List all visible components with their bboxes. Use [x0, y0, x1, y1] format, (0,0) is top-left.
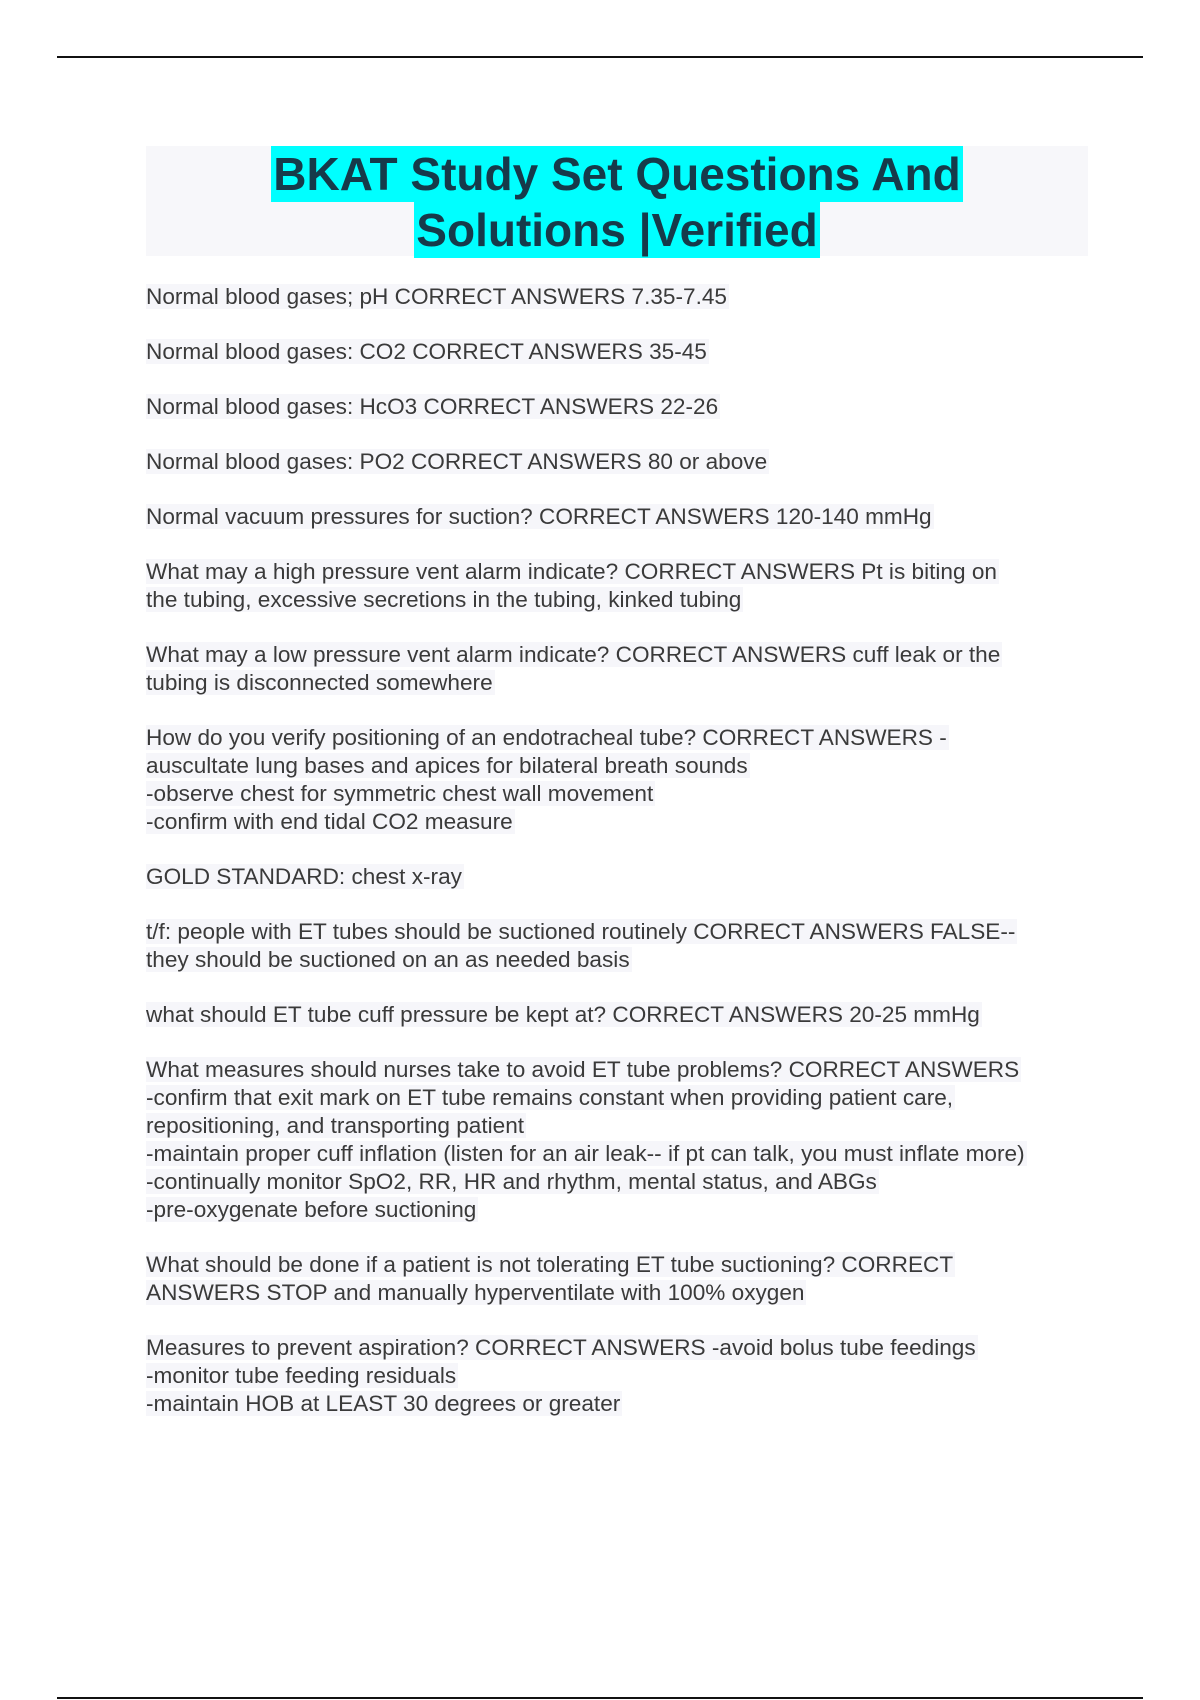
title-line-1: BKAT Study Set Questions And — [273, 148, 961, 200]
qa-line-text: -monitor tube feeding residuals — [146, 1363, 457, 1388]
qa-line-text: t/f: people with ET tubes should be suctioned routinely CORRECT ANSWERS FALSE-- — [146, 919, 1016, 944]
qa-line — [146, 808, 1106, 836]
qa-line — [146, 586, 1106, 614]
qa-line-text: the tubing, excessive secretions in the tubing, kinked tubing — [146, 587, 742, 612]
qa-line — [146, 752, 1106, 780]
qa-line-text: GOLD STANDARD: chest x-ray — [146, 864, 462, 889]
qa-line — [146, 918, 1106, 946]
qa-line — [146, 448, 1106, 476]
qa-list — [146, 283, 1106, 1445]
qa-item — [146, 393, 1106, 421]
qa-line — [146, 1140, 1106, 1168]
qa-line-text: -confirm that exit mark on ET tube remains constant when providing patient care, — [146, 1085, 954, 1110]
qa-line-text: Normal blood gases: HcO3 CORRECT ANSWERS 22-26 — [146, 394, 719, 419]
qa-line — [146, 946, 1106, 974]
qa-item — [146, 724, 1106, 836]
qa-line-text: auscultate lung bases and apices for bilateral breath sounds — [146, 753, 748, 778]
qa-line — [146, 393, 1106, 421]
qa-item — [146, 641, 1106, 697]
qa-line — [146, 338, 1106, 366]
qa-line-text: -maintain HOB at LEAST 30 degrees or greater — [146, 1391, 621, 1416]
qa-line — [146, 1334, 1106, 1362]
qa-line — [146, 1168, 1106, 1196]
qa-item — [146, 338, 1106, 366]
qa-line-text: Normal blood gases; pH CORRECT ANSWERS 7.35-7.45 — [146, 284, 727, 309]
qa-line — [146, 641, 1106, 669]
qa-line-text: Normal blood gases: CO2 CORRECT ANSWERS 35-45 — [146, 339, 707, 364]
document-title — [146, 146, 1088, 256]
qa-line-text: Measures to prevent aspiration? CORRECT ANSWERS -avoid bolus tube feedings — [146, 1335, 976, 1360]
qa-item — [146, 558, 1106, 614]
qa-item — [146, 863, 1106, 891]
qa-item — [146, 918, 1106, 974]
title-line-2: Solutions |Verified — [416, 204, 818, 256]
qa-line-text: ANSWERS STOP and manually hyperventilate with 100% oxygen — [146, 1280, 805, 1305]
qa-line-text: -observe chest for symmetric chest wall movement — [146, 781, 654, 806]
qa-line — [146, 558, 1106, 586]
qa-item — [146, 283, 1106, 311]
qa-line-text: Normal vacuum pressures for suction? CORRECT ANSWERS 120-140 mmHg — [146, 504, 932, 529]
page-top-rule — [57, 56, 1143, 58]
qa-line-text: what should ET tube cuff pressure be kept at? CORRECT ANSWERS 20-25 mmHg — [146, 1002, 980, 1027]
qa-line-text: What may a low pressure vent alarm indicate? CORRECT ANSWERS cuff leak or the — [146, 642, 1001, 667]
qa-line-text: -maintain proper cuff inflation (listen for an air leak-- if pt can talk, you must inflate more) — [146, 1141, 1025, 1166]
page-bottom-rule — [57, 1697, 1143, 1699]
qa-line — [146, 1196, 1106, 1224]
qa-line-text: -continually monitor SpO2, RR, HR and rhythm, mental status, and ABGs — [146, 1169, 877, 1194]
qa-line — [146, 724, 1106, 752]
qa-line-text: repositioning, and transporting patient — [146, 1113, 525, 1138]
qa-line-text: they should be suctioned on an as needed basis — [146, 947, 630, 972]
qa-line-text: What may a high pressure vent alarm indicate? CORRECT ANSWERS Pt is biting on — [146, 559, 997, 584]
qa-line-text: What measures should nurses take to avoid ET tube problems? CORRECT ANSWERS — [146, 1057, 1020, 1082]
qa-line — [146, 283, 1106, 311]
qa-line — [146, 669, 1106, 697]
qa-item — [146, 1251, 1106, 1307]
qa-line-text: Normal blood gases: PO2 CORRECT ANSWERS 80 or above — [146, 449, 768, 474]
qa-line — [146, 1112, 1106, 1140]
qa-line-text: -pre-oxygenate before suctioning — [146, 1197, 477, 1222]
qa-line — [146, 1390, 1106, 1418]
qa-line — [146, 1251, 1106, 1279]
qa-item — [146, 1056, 1106, 1224]
qa-line — [146, 863, 1106, 891]
qa-line — [146, 1279, 1106, 1307]
qa-line — [146, 780, 1106, 808]
qa-item — [146, 1001, 1106, 1029]
qa-line-text: tubing is disconnected somewhere — [146, 670, 493, 695]
qa-line — [146, 1362, 1106, 1390]
qa-line-text: -confirm with end tidal CO2 measure — [146, 809, 513, 834]
qa-item — [146, 448, 1106, 476]
qa-line — [146, 1056, 1106, 1084]
qa-line — [146, 1001, 1106, 1029]
qa-item — [146, 503, 1106, 531]
qa-line — [146, 1084, 1106, 1112]
qa-item — [146, 1334, 1106, 1418]
qa-line-text: How do you verify positioning of an endotracheal tube? CORRECT ANSWERS - — [146, 725, 947, 750]
qa-line-text: What should be done if a patient is not tolerating ET tube suctioning? CORRECT — [146, 1252, 954, 1277]
qa-line — [146, 503, 1106, 531]
